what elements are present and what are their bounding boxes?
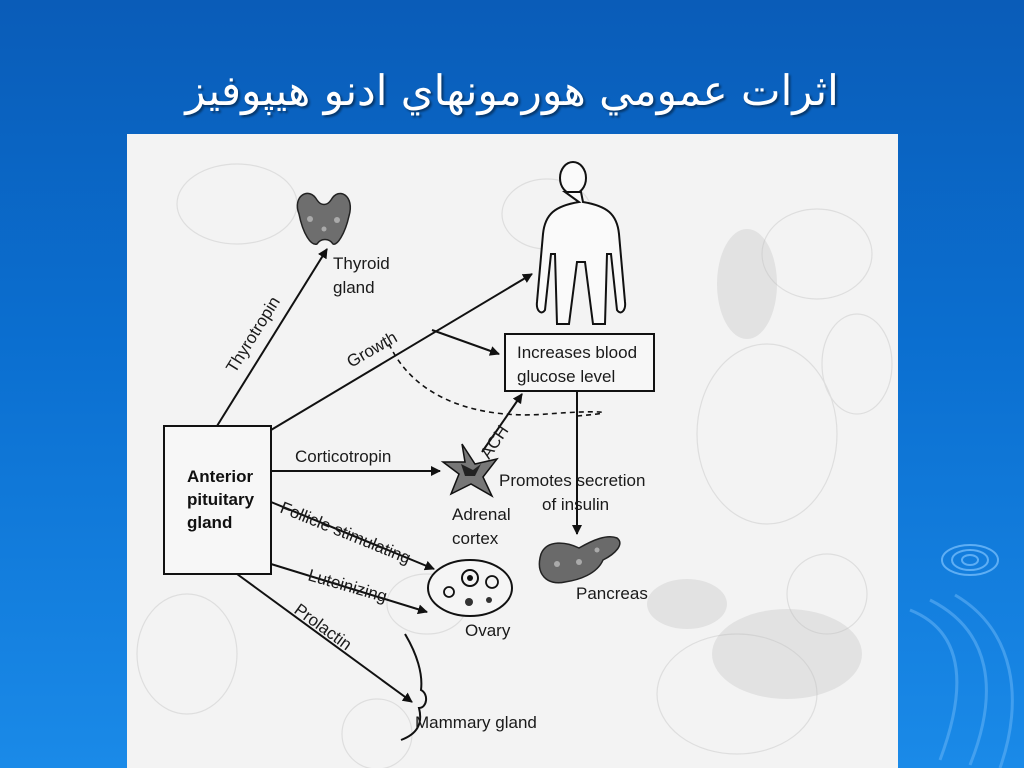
corticotropin-label: Corticotropin xyxy=(295,447,392,466)
growth-to-glucose-arrow xyxy=(432,330,499,354)
follicle-label: Follicle stimulating xyxy=(277,498,414,568)
wave-decoration-icon xyxy=(900,590,1024,768)
adrenal-label-line1: Adrenal xyxy=(452,505,511,524)
metabolic-note xyxy=(897,406,898,424)
hormone-diagram xyxy=(127,134,898,768)
ach-label: ACH xyxy=(476,421,513,463)
thyrotropin-arrow xyxy=(217,249,327,426)
slide-title: اثرات عمومي هورمونهاي ادنو هيپوفيز xyxy=(185,66,839,115)
prolactin-label: Prolactin xyxy=(290,599,356,655)
adrenal-label-line2: cortex xyxy=(452,529,499,548)
thyrotropin-label: Thyrotropin xyxy=(222,293,284,377)
thyroid-label-line2: gland xyxy=(333,278,375,297)
pituitary-label-line2: pituitary xyxy=(187,490,255,509)
pancreas-label: Pancreas xyxy=(576,584,648,603)
glucose-line1: Increases blood xyxy=(517,343,638,362)
glucose-line2: glucose level xyxy=(517,367,616,386)
ovary-label: Ovary xyxy=(465,621,511,640)
ovary-icon xyxy=(428,560,512,616)
insulin-line2: of insulin xyxy=(542,495,610,514)
human-body-icon xyxy=(537,162,625,324)
luteinizing-label: Luteinizing xyxy=(305,565,390,607)
insulin-line1: Promotes secretion xyxy=(499,471,646,490)
thyroid-gland-icon xyxy=(297,193,350,244)
thyroid-label-line1: Thyroid xyxy=(333,254,390,273)
growth-label: Growth xyxy=(343,327,401,372)
pituitary-label-line3: gland xyxy=(187,513,233,532)
background-blobs xyxy=(647,229,862,699)
diagram-figure xyxy=(127,134,898,768)
mammary-label: Mammary gland xyxy=(415,713,537,732)
pancreas-icon xyxy=(539,537,619,583)
pituitary-label-line1: Anterior xyxy=(187,467,254,486)
